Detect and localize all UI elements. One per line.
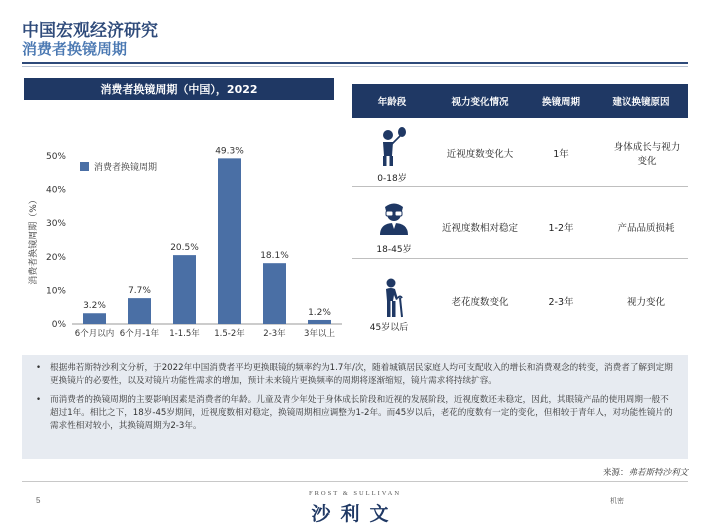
adult-with-glasses-icon (378, 200, 410, 236)
note-item (36, 394, 674, 433)
bar (173, 255, 196, 324)
analysis-notes (22, 355, 688, 459)
bar-chart (22, 140, 342, 340)
reason-cell-0: 身体成长与视力变化 (613, 142, 681, 167)
note-item (36, 362, 674, 388)
x-tick-label: 2-3年 (263, 329, 286, 339)
age-label-1: 18-45岁 (376, 245, 412, 255)
table-header-vision: 视力变化情况 (451, 97, 509, 108)
age-label-0: 0-18岁 (377, 174, 407, 184)
child-with-balloon-icon (377, 126, 407, 168)
vision-cell-1: 近视度数相对稳定 (441, 223, 518, 234)
header-divider-thin (22, 66, 688, 67)
x-tick-label: 1.5-2年 (214, 329, 245, 339)
bar (308, 320, 331, 324)
data-label: 7.7% (128, 286, 151, 297)
reason-cell-1: 产品品质损耗 (617, 223, 675, 234)
table-header-reason: 建议换镜原因 (612, 97, 670, 108)
footer-divider (22, 481, 688, 482)
legend-label: 消费者换镜周期 (94, 163, 158, 173)
logo-main: 沙利文 (311, 503, 399, 525)
y-tick-label: 0% (51, 320, 66, 330)
y-tick-label: 20% (45, 252, 66, 263)
cycle-cell-2: 2-3年 (548, 297, 574, 308)
x-tick-label: 6个月以内 (74, 329, 115, 339)
table-header (352, 84, 688, 118)
y-tick-label: 50% (45, 152, 66, 162)
chart-title-banner: 消费者换镜周期（中国），2022 (24, 78, 334, 100)
elderly-with-cane-icon (378, 278, 408, 318)
note-text: 根据弗若斯特沙利文分析，于2022年中国消费者平均更换眼镜的频率约为1.7年/次，随着城镇居民家庭人均可支配收入的增长和消费观念的转变，消费者了解到定期更换镜片的必要性，以及对镜片功能性需求的增加，预计未来镜片更换频率的周期将逐渐缩短，镜片需求将持续扩容。 (50, 363, 673, 386)
data-label: 20.5% (170, 243, 199, 254)
data-label: 18.1% (260, 251, 289, 262)
y-axis-title: 消费者换镜周期（%） (29, 195, 39, 285)
bullet-glyph: • (36, 363, 42, 373)
page-number: 5 (36, 496, 41, 505)
table-header-age: 年龄段 (377, 97, 407, 108)
source-note (603, 466, 688, 478)
bar (218, 158, 241, 324)
x-tick-label: 3年以上 (304, 329, 335, 339)
page-subtitle: 消费者换镜周期 (22, 40, 128, 58)
x-tick-label: 6个月-1年 (119, 329, 160, 339)
y-tick-label: 30% (45, 219, 66, 230)
source-label: 来源： (602, 468, 629, 478)
note-text: 而消费者的换镜周期的主要影响因素是消费者的年龄。儿童及青少年处于身体成长阶段和近视的发展阶段，近视度数还未稳定，因此，其眼镜产品的使用周期一般不超过1年。相比之下，18岁-45岁期间，近视度数相对稳定，换镜周期相应调整为1-2年。而45岁以后，老花的度数有一定的变化，但相较于青年人，对功能性镜片的需求性相对较小，其换镜周期为2-3年。 (50, 395, 673, 431)
x-tick-label: 1-1.5年 (169, 329, 200, 339)
bar (263, 263, 286, 324)
age-label-2: 45岁以后 (369, 323, 409, 333)
row-divider (352, 186, 688, 187)
data-label: 3.2% (83, 301, 106, 312)
confidential-label: 机密 (610, 498, 624, 505)
y-tick-label: 40% (45, 185, 66, 196)
data-label: 1.2% (308, 307, 331, 318)
header-divider (22, 62, 688, 64)
source-text: 弗若斯特沙利文 (628, 468, 688, 478)
table-header-cycle: 换镜周期 (541, 97, 580, 108)
bullet-glyph: • (36, 395, 42, 405)
legend-swatch (80, 162, 89, 171)
cycle-cell-0: 1年 (553, 149, 569, 160)
cycle-cell-1: 1-2年 (548, 223, 574, 234)
logo-wordmark: FROST & SULLIVAN (308, 490, 402, 497)
vision-cell-2: 老花度数变化 (451, 297, 509, 308)
bar (83, 313, 106, 324)
page-title: 中国宏观经济研究 (22, 21, 158, 41)
reason-cell-2: 视力变化 (626, 297, 665, 308)
vision-cell-0: 近视度数变化大 (446, 149, 514, 160)
y-tick-label: 10% (45, 286, 66, 297)
bar (128, 298, 151, 324)
data-label: 49.3% (215, 146, 244, 157)
row-divider (352, 258, 688, 259)
